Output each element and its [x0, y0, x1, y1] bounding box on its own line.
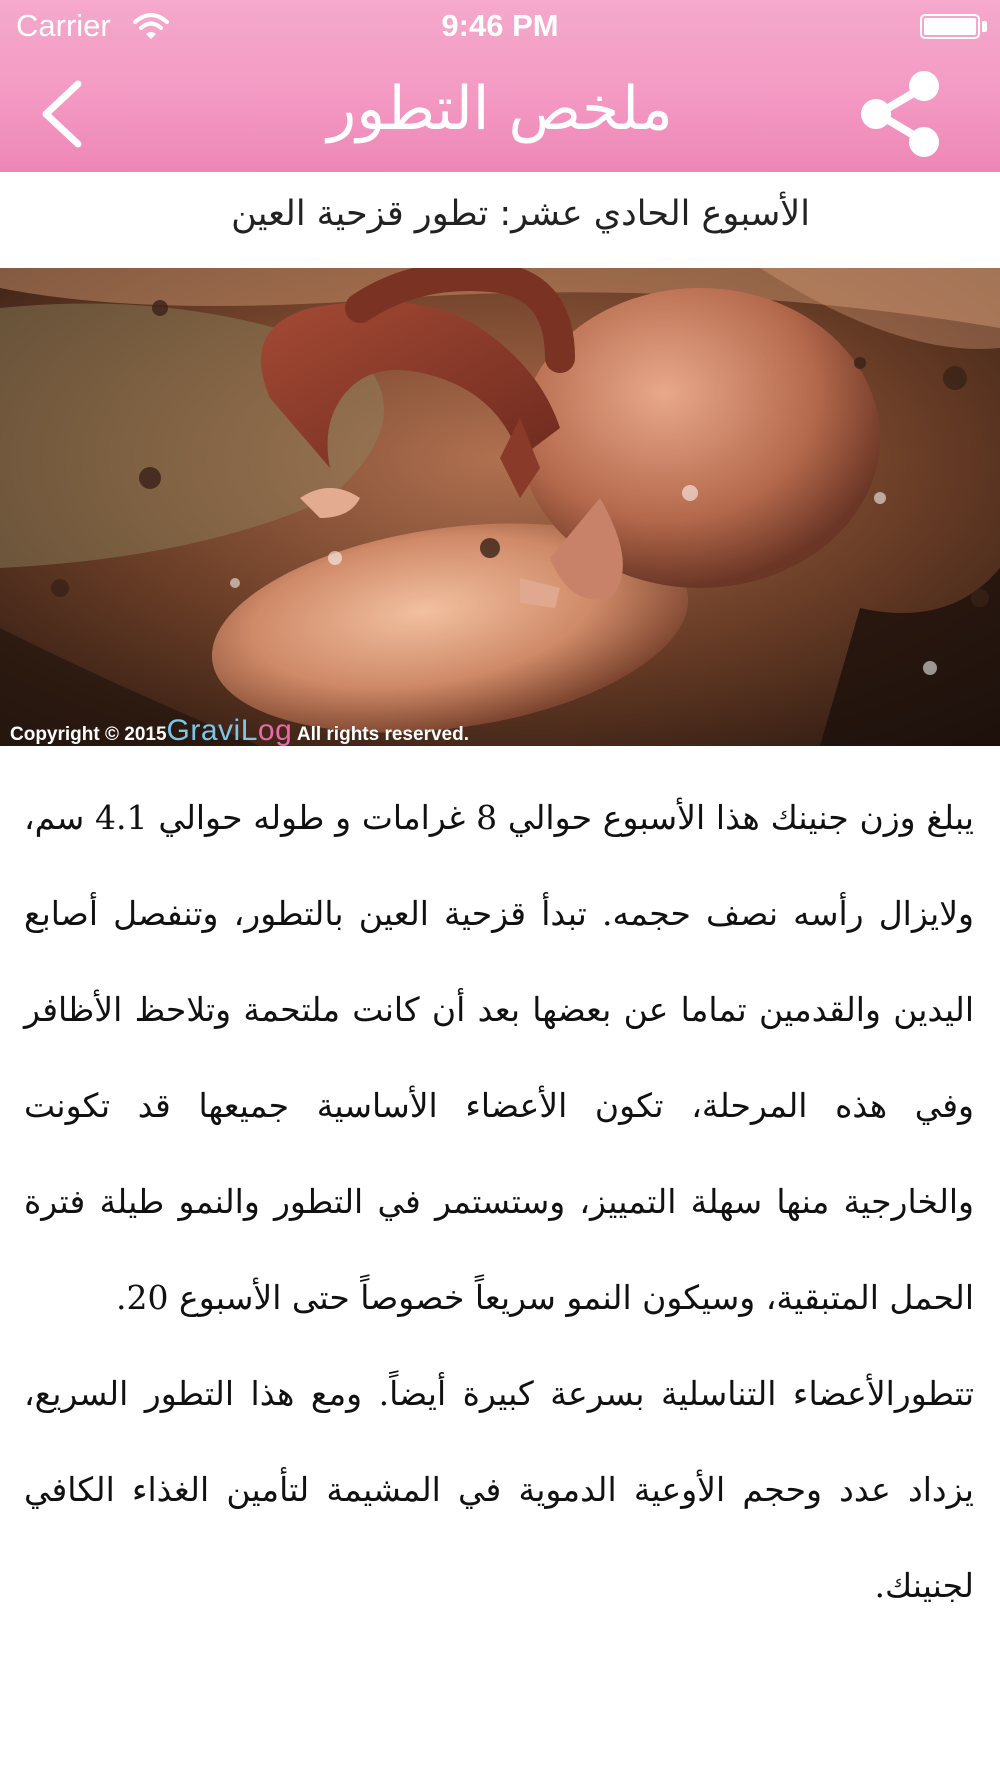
status-time: 9:46 PM: [441, 8, 559, 43]
status-bar: [0, 0, 1000, 56]
fetus-image: [0, 268, 1000, 746]
battery-nub: [982, 21, 987, 32]
article-body: [24, 770, 974, 1634]
share-icon[interactable]: [852, 66, 948, 162]
image-copyright: [10, 714, 469, 746]
copyright-suffix: All rights reserved.: [296, 724, 469, 745]
battery-icon: [920, 14, 980, 39]
nav-header: [0, 56, 1000, 172]
carrier-label: Carrier: [16, 8, 111, 43]
article-heading-row: [0, 172, 1000, 268]
fetus-illustration: [0, 268, 1000, 746]
brand-logo-text: GraviLog: [166, 714, 293, 746]
article-paragraph-2: تتطورالأعضاء التناسلية بسرعة كبيرة أيضاً. ومع هذا التطور السريع، يزداد عدد وحجم الأوعية الدموية في المشيمة لتأمين الغذاء الكافي لجنينك.: [24, 1374, 974, 1605]
article-paragraph-1: يبلغ وزن جنينك هذا الأسبوع حوالي 8 غرامات و طوله حوالي 4.1 سم، ولايزال رأسه نصف حجمه. تبدأ قزحية العين بالتطور، وتنفصل أصابع اليدين والقدمين تماما عن بعضها بعد أن كانت ملتحمة وتلاحظ الأظافر وفي هذه المرحلة، تكون الأعضاء الأساسية جميعها قد تكونت والخارجية منها سهلة التمييز، وستستمر في التطور والنمو طيلة فترة الحمل المتبقية، وسيكون النمو سريعاً خصوصاً حتى الأسبوع 20.: [24, 798, 974, 1317]
article-heading: الأسبوع الحادي عشر: تطور قزحية العين: [231, 194, 810, 234]
page-title: ملخص التطور: [327, 74, 673, 144]
chevron-left-icon[interactable]: [34, 76, 94, 152]
copyright-prefix: Copyright © 2015: [10, 724, 167, 745]
navigation-bar: [0, 0, 1000, 172]
